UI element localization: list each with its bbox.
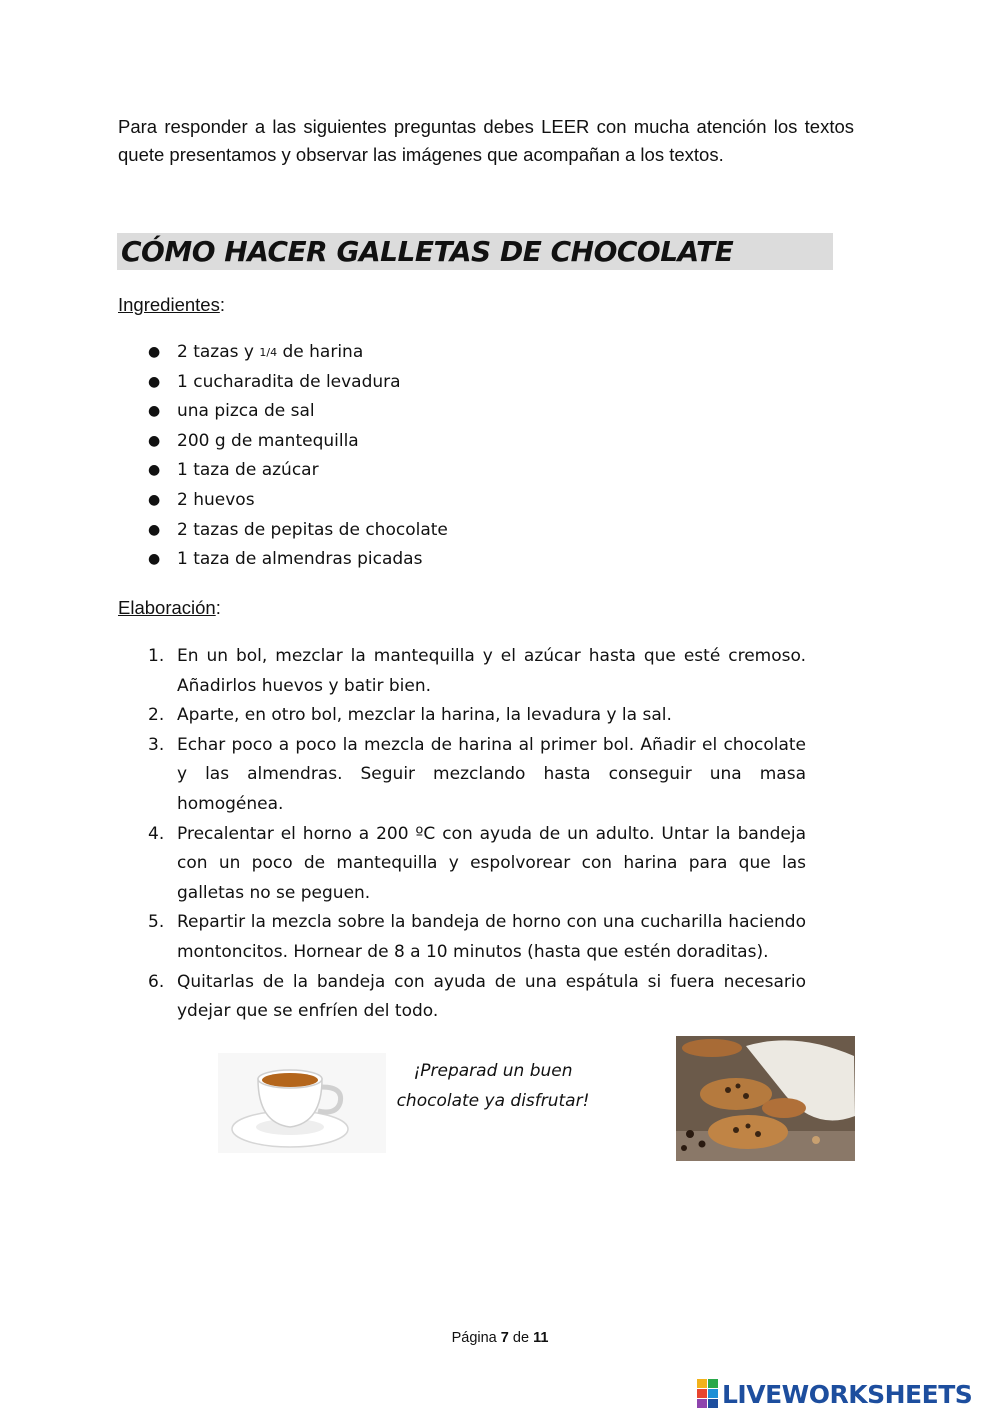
step-item — [148, 820, 806, 909]
step-number: 1. — [148, 646, 165, 666]
footer-of: de — [512, 1330, 530, 1346]
step-number: 4. — [148, 823, 165, 844]
bullet-icon: ● — [148, 403, 161, 420]
ingredient-text: 2 tazas y 1/4 de harina — [177, 342, 364, 362]
page-footer — [0, 1330, 1000, 1346]
ingredient-text: 1 taza de azúcar — [177, 460, 319, 481]
list-item — [148, 338, 448, 368]
list-item — [148, 368, 448, 398]
ingredient-text: 2 tazas de pepitas de chocolate — [177, 519, 448, 540]
ingredient-text: 2 huevos — [177, 489, 255, 510]
title-banner — [117, 233, 833, 270]
brand-name: LIVEWORKSHEETS — [722, 1379, 973, 1409]
bullet-icon: ● — [148, 432, 161, 449]
ingredients-list — [148, 338, 448, 575]
ingredient-text: una pizca de sal — [177, 401, 315, 422]
step-text: Quitarlas de la bandeja con ayuda de una espátula si fuera necesario ydejar que se enfríen del todo. — [177, 971, 806, 1022]
callout-line-2: chocolate ya disfrutar! — [396, 1091, 590, 1111]
bullet-icon: ● — [148, 344, 161, 360]
step-item — [148, 908, 806, 967]
list-item — [148, 397, 448, 427]
step-item — [148, 731, 806, 820]
footer-page-number: 7 — [500, 1330, 509, 1346]
step-number: 5. — [148, 912, 165, 933]
bullet-icon: ● — [148, 521, 161, 538]
elaboration-heading: Elaboración: — [118, 597, 221, 618]
ingredients-label: Ingredientes — [118, 294, 220, 315]
page-title: CÓMO HACER GALLETAS DE CHOCOLATE — [121, 235, 734, 268]
tea-cup-image — [218, 1053, 386, 1153]
step-item — [148, 642, 806, 701]
bullet-icon: ● — [148, 462, 161, 479]
callout-line-1: ¡Preparad un buen — [413, 1061, 573, 1081]
list-item — [148, 516, 448, 546]
bullet-icon: ● — [148, 551, 161, 568]
list-item — [148, 456, 448, 486]
bullet-icon: ● — [148, 491, 161, 508]
callout-text — [393, 1056, 593, 1116]
footer-total-pages: 11 — [533, 1330, 549, 1346]
brand-icon — [697, 1379, 719, 1409]
cookies-image — [676, 1036, 855, 1161]
step-number: 2. — [148, 705, 165, 726]
step-item — [148, 701, 806, 731]
step-text: Echar poco a poco la mezcla de harina al primer bol. Añadir el chocolate y las almendras. Seguir mezclando hasta conseguir una masa homogénea. — [177, 734, 806, 814]
step-number: 6. — [148, 971, 165, 992]
elaboration-label: Elaboración — [118, 597, 216, 618]
ingredients-heading: Ingredientes: — [118, 294, 225, 315]
step-text: Precalentar el horno a 200 ºC con ayuda de un adulto. Untar la bandeja con un poco de mantequilla y espolvorear con harina para que las galletas no se peguen. — [177, 823, 806, 903]
footer-prefix: Página — [451, 1330, 497, 1346]
step-number: 3. — [148, 734, 165, 755]
list-item — [148, 427, 448, 457]
brand-logo — [697, 1377, 972, 1411]
step-text: Aparte, en otro bol, mezclar la harina, la levadura y la sal. — [177, 705, 672, 726]
steps-list — [148, 642, 806, 1027]
list-item — [148, 545, 448, 575]
ingredient-text: 1 cucharadita de levadura — [177, 371, 401, 392]
list-item — [148, 486, 448, 516]
bullet-icon: ● — [148, 373, 161, 390]
step-item — [148, 968, 806, 1027]
fraction: 1/4 — [259, 346, 278, 359]
intro-paragraph: Para responder a las siguientes preguntas debes LEER con mucha atención los textos quete presentamos y observar las imágenes que acompañan a los textos. — [118, 116, 854, 165]
ingredient-text: 1 taza de almendras picadas — [177, 549, 423, 570]
step-text: Repartir la mezcla sobre la bandeja de horno con una cucharilla haciendo montoncitos. Hornear de 8 a 10 minutos (hasta que estén doraditas). — [177, 912, 806, 962]
ingredient-text: 200 g de mantequilla — [177, 430, 359, 451]
step-text: En un bol, mezclar la mantequilla y el azúcar hasta que esté cremoso. Añadirlos huevos y batir bien. — [177, 646, 806, 696]
